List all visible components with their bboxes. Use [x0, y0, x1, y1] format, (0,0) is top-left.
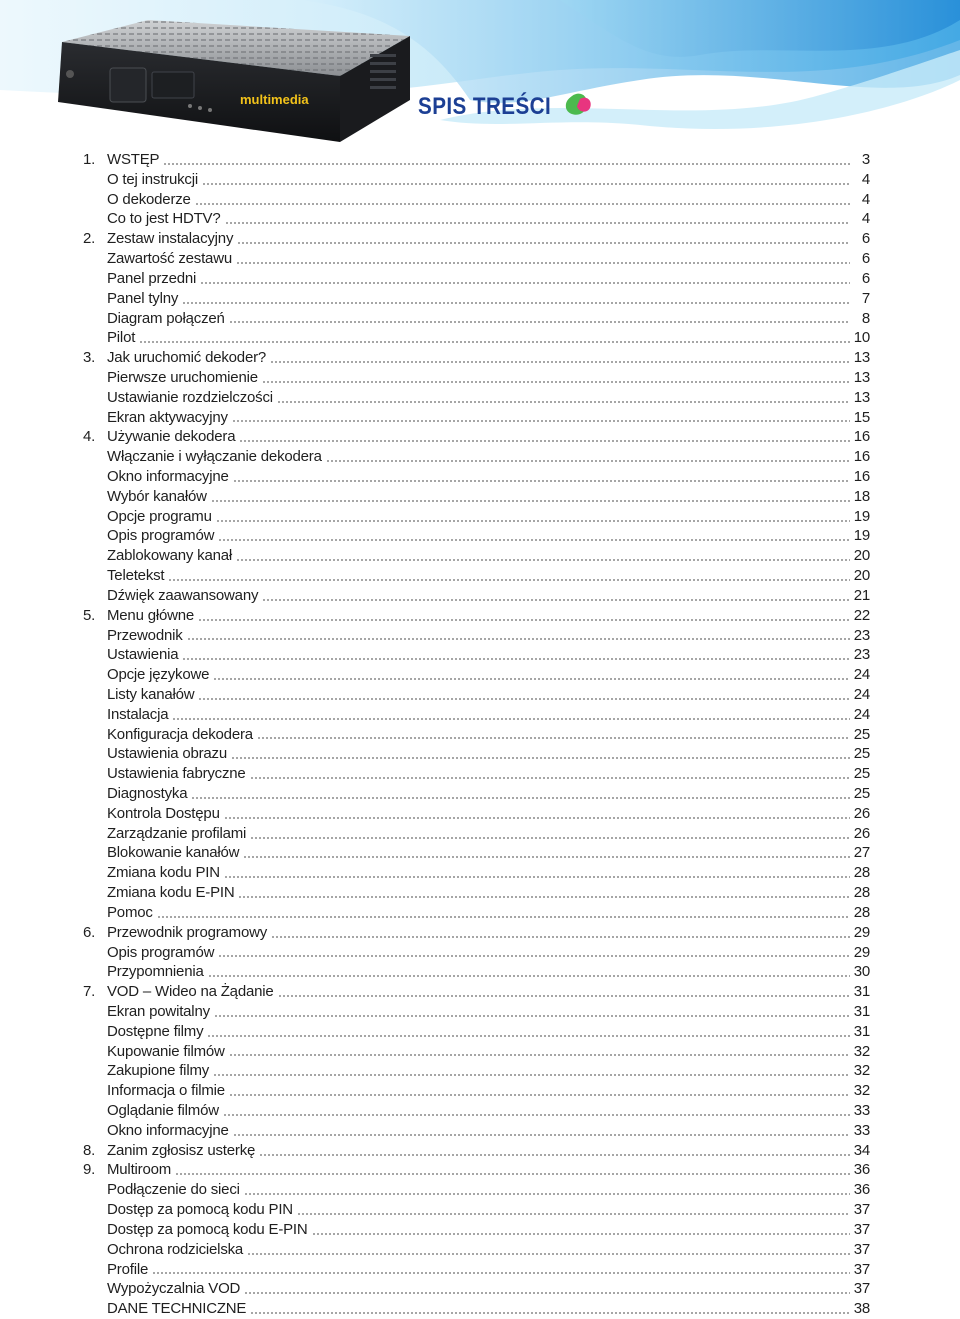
toc-entry-page: 31 [853, 1022, 870, 1040]
toc-entry-page: 25 [853, 785, 870, 802]
toc-entry-page: 13 [853, 388, 870, 406]
toc-entry[interactable] [80, 309, 870, 329]
toc-entry-page: 36 [853, 1161, 870, 1179]
toc-entry-page: 10 [853, 329, 870, 347]
toc-entry-page: 22 [853, 606, 870, 624]
toc-entry[interactable] [80, 269, 870, 289]
toc-entry[interactable] [80, 546, 870, 566]
toc-entry-page: 23 [853, 626, 870, 644]
dot-leader [200, 282, 850, 284]
dot-leader [229, 1094, 850, 1096]
toc-entry-label: O tej instrukcji [107, 170, 198, 188]
toc-entry-page: 16 [853, 428, 870, 446]
toc-entry[interactable] [80, 526, 870, 546]
dot-leader [262, 381, 850, 383]
toc-entry-page: 20 [853, 567, 870, 585]
toc-entry[interactable] [80, 1101, 870, 1121]
dot-leader [238, 896, 849, 898]
toc-entry-label: Zakupione filmy [107, 1062, 210, 1080]
dot-leader [270, 361, 850, 363]
toc-entry-label: Informacja o filmie [107, 1082, 225, 1100]
dot-leader [250, 837, 850, 839]
toc-entry-label: Listy kanałów [107, 685, 195, 703]
dot-leader [224, 817, 850, 819]
toc-entry[interactable] [80, 1200, 870, 1220]
toc-entry[interactable] [80, 1240, 870, 1260]
toc-entry-label: Menu główne [107, 606, 195, 624]
set-top-box-image [40, 14, 420, 150]
toc-entry-page: 36 [853, 1181, 870, 1199]
dot-leader [236, 262, 850, 264]
toc-entry[interactable] [80, 1180, 870, 1200]
toc-entry[interactable] [80, 427, 870, 447]
toc-entry-label: VOD – Wideo na Żądanie [107, 983, 274, 1001]
toc-entry-number: 9. [83, 1161, 96, 1179]
dot-leader [244, 1193, 850, 1195]
dot-leader [191, 797, 849, 799]
toc-entry[interactable] [80, 843, 870, 863]
toc-entry[interactable] [80, 487, 870, 507]
dot-leader [257, 737, 850, 739]
toc-entry-label: Ekran powitalny [107, 1002, 210, 1020]
dot-leader [218, 539, 849, 541]
toc-entry-label: Włączanie i wyłączanie dekodera [107, 448, 322, 466]
toc-entry-page: 25 [853, 725, 870, 743]
toc-entry[interactable] [80, 744, 870, 764]
toc-entry-page: 6 [861, 269, 870, 287]
toc-entry-label: Diagnostyka [107, 785, 188, 802]
toc-entry-label: Wybór kanałów [107, 487, 207, 505]
dot-leader [233, 1134, 850, 1136]
dot-leader [259, 1154, 850, 1156]
toc-entry[interactable] [80, 1121, 870, 1141]
dot-leader [198, 619, 850, 621]
toc-entry-label: Opis programów [107, 943, 215, 961]
dot-leader [278, 995, 850, 997]
toc-entry-label: Wypożyczalnia VOD [107, 1280, 241, 1298]
toc-entry-page: 4 [861, 210, 870, 228]
toc-entry-page: 37 [853, 1201, 870, 1219]
dot-leader [172, 718, 849, 720]
toc-entry-page: 28 [853, 864, 870, 882]
toc-entry-label: Panel tylny [107, 289, 179, 307]
toc-entry-label: Zestaw instalacyjny [107, 230, 234, 248]
toc-entry[interactable] [80, 566, 870, 586]
dot-leader [182, 302, 850, 304]
toc-entry-label: Dostęp za pomocą kodu PIN [107, 1201, 293, 1219]
toc-entry-page: 33 [853, 1102, 870, 1119]
dot-leader [218, 955, 849, 957]
toc-entry-page: 29 [853, 923, 870, 941]
dot-leader [216, 520, 850, 522]
toc-entry[interactable] [80, 348, 870, 368]
toc-entry[interactable] [80, 784, 870, 804]
toc-entry-page: 33 [853, 1121, 870, 1139]
dot-leader [277, 401, 850, 403]
toc-entry-page: 32 [853, 1062, 870, 1080]
toc-entry-label: Przewodnik [107, 626, 183, 644]
toc-entry-label: Przypomnienia [107, 963, 204, 981]
toc-entry-page: 6 [861, 230, 870, 248]
dot-leader [211, 500, 850, 502]
toc-entry[interactable] [80, 1279, 870, 1299]
toc-entry-label: Ustawienia [107, 646, 179, 664]
dot-leader [223, 1114, 850, 1116]
toc-entry-page: 34 [853, 1141, 870, 1159]
toc-entry[interactable] [80, 804, 870, 824]
toc-entry[interactable] [80, 328, 870, 348]
toc-entry-page: 15 [853, 408, 870, 426]
toc-entry-page: 37 [853, 1220, 870, 1238]
toc-entry-number: 7. [83, 983, 96, 1001]
toc-entry-label: Dostępne filmy [107, 1022, 204, 1040]
toc-entry-label: Pilot [107, 329, 136, 347]
toc-entry-label: Zablokowany kanał [107, 547, 233, 565]
dot-leader [224, 876, 850, 878]
toc-entry-page: 26 [853, 824, 870, 842]
toc-entry-label: Oglądanie filmów [107, 1102, 219, 1119]
toc-entry-number: 6. [83, 923, 96, 941]
toc-entry-label: Blokowanie kanałów [107, 844, 240, 862]
dot-leader [198, 698, 849, 700]
toc-entry-page: 24 [853, 705, 870, 723]
toc-entry-number: 3. [83, 349, 96, 367]
toc-entry[interactable] [80, 1002, 870, 1022]
toc-entry-page: 37 [853, 1240, 870, 1258]
toc-entry[interactable] [80, 368, 870, 388]
toc-entry-label: Zanim zgłosisz usterkę [107, 1141, 256, 1159]
toc-entry-number: 2. [83, 230, 96, 248]
toc-entry-label: Okno informacyjne [107, 1121, 229, 1139]
toc-entry-page: 20 [853, 547, 870, 565]
toc-entry-page: 21 [853, 586, 870, 604]
toc-entry-label: Konfiguracja dekodera [107, 725, 253, 743]
toc-entry[interactable] [80, 249, 870, 269]
toc-entry-label: Ekran aktywacyjny [107, 408, 228, 426]
dot-leader [195, 203, 850, 205]
toc-entry[interactable] [80, 685, 870, 705]
toc-entry-page: 18 [853, 487, 870, 505]
toc-entry-label: Co to jest HDTV? [107, 210, 221, 228]
toc-entry-label: Jak uruchomić dekoder? [107, 349, 267, 367]
dot-leader [233, 480, 850, 482]
toc-entry-page: 4 [861, 190, 870, 208]
dot-leader [157, 916, 850, 918]
toc-entry[interactable] [80, 645, 870, 665]
dot-leader [152, 1272, 850, 1274]
toc-entry-page: 24 [853, 685, 870, 703]
dot-leader [236, 559, 850, 561]
toc-entry-page: 25 [853, 765, 870, 783]
toc-entry-label: Podłączenie do sieci [107, 1181, 240, 1199]
dot-leader [297, 1213, 850, 1215]
toc-entry-page: 29 [853, 943, 870, 961]
toc-entry[interactable] [80, 388, 870, 408]
toc-entry-page: 26 [853, 804, 870, 822]
dot-leader [247, 1253, 850, 1255]
toc-entry-label: Opcje językowe [107, 666, 210, 684]
toc-entry[interactable] [80, 1061, 870, 1081]
toc-entry-page: 28 [853, 884, 870, 902]
toc-entry-label: WSTĘP [107, 151, 160, 168]
toc-entry[interactable] [80, 467, 870, 487]
toc-entry-page: 25 [853, 745, 870, 763]
toc-entry[interactable] [80, 665, 870, 685]
toc-entry-number: 8. [83, 1141, 96, 1159]
toc-entry-page: 6 [861, 250, 870, 268]
brand-logo-text: multimedia [240, 92, 309, 107]
toc-entry-label: Ustawianie rozdzielczości [107, 388, 273, 406]
page-title: SPIS TREŚCI [418, 93, 552, 120]
toc-entry-page: 16 [853, 468, 870, 485]
toc-entry-label: Opcje programu [107, 507, 212, 525]
toc-entry-page: 8 [861, 309, 870, 327]
toc-entry-label: Ochrona rodzicielska [107, 1240, 244, 1258]
dot-leader [202, 183, 850, 185]
toc-entry[interactable] [80, 1299, 870, 1319]
toc-entry-page: 13 [853, 349, 870, 367]
dot-leader [239, 440, 849, 442]
toc-entry[interactable] [80, 606, 870, 626]
toc-entry-number: 5. [83, 606, 96, 624]
toc-entry-label: Ustawienia obrazu [107, 745, 227, 763]
toc-entry-label: Kontrola Dostępu [107, 804, 220, 822]
toc-entry-label: Pomoc [107, 903, 153, 921]
dot-leader [237, 242, 850, 244]
toc-entry-label: Zarządzanie profilami [107, 824, 247, 842]
toc-entry[interactable] [80, 982, 870, 1002]
toc-entry-label: Teletekst [107, 567, 165, 585]
toc-entry-page: 3 [861, 151, 870, 168]
toc-entry[interactable] [80, 626, 870, 646]
toc-entry-label: Diagram połączeń [107, 309, 225, 327]
dot-leader [271, 936, 850, 938]
dot-leader [250, 1312, 849, 1314]
dot-leader [232, 420, 850, 422]
toc-entry[interactable] [80, 289, 870, 309]
dot-leader [250, 777, 850, 779]
toc-entry[interactable] [80, 586, 870, 606]
toc-entry[interactable] [80, 705, 870, 725]
toc-entry-page: 16 [853, 448, 870, 466]
toc-entry-label: Dostęp za pomocą kodu E-PIN [107, 1220, 308, 1238]
toc-entry-page: 13 [853, 368, 870, 386]
toc-entry[interactable] [80, 1022, 870, 1042]
toc-entry-page: 37 [853, 1260, 870, 1278]
toc-entry-number: 1. [83, 151, 96, 168]
toc-entry-label: Opis programów [107, 527, 215, 545]
toc-entry[interactable] [80, 1141, 870, 1161]
toc-entry-page: 19 [853, 527, 870, 545]
toc-entry[interactable] [80, 962, 870, 982]
table-of-contents [80, 150, 870, 1319]
toc-entry-label: O dekoderze [107, 190, 191, 208]
toc-entry[interactable] [80, 150, 870, 170]
toc-entry[interactable] [80, 863, 870, 883]
toc-entry-page: 30 [853, 963, 870, 981]
toc-entry[interactable] [80, 209, 870, 229]
toc-entry-page: 28 [853, 903, 870, 921]
toc-entry[interactable] [80, 190, 870, 210]
toc-entry[interactable] [80, 1042, 870, 1062]
toc-entry-page: 27 [853, 844, 870, 862]
toc-entry[interactable] [80, 903, 870, 923]
dot-leader [182, 658, 849, 660]
toc-entry-label: Przewodnik programowy [107, 923, 268, 941]
dot-leader [244, 1292, 850, 1294]
toc-entry[interactable] [80, 1160, 870, 1180]
toc-entry-label: Zmiana kodu PIN [107, 864, 220, 882]
toc-entry[interactable] [80, 883, 870, 903]
toc-entry[interactable] [80, 170, 870, 190]
toc-entry[interactable] [80, 1260, 870, 1280]
toc-entry-label: Instalacja [107, 705, 169, 723]
toc-entry[interactable] [80, 943, 870, 963]
toc-entry[interactable] [80, 725, 870, 745]
dot-leader [163, 163, 850, 165]
toc-entry[interactable] [80, 229, 870, 249]
toc-entry-page: 4 [861, 170, 870, 188]
dot-leader [262, 599, 849, 601]
toc-entry-label: Pierwsze uruchomienie [107, 368, 258, 386]
toc-entry[interactable] [80, 507, 870, 527]
toc-entry[interactable] [80, 824, 870, 844]
toc-entry-label: Multiroom [107, 1161, 172, 1179]
toc-entry-number: 4. [83, 428, 96, 446]
toc-entry-label: Panel przedni [107, 269, 197, 287]
dot-leader [139, 341, 850, 343]
dot-leader [207, 1035, 849, 1037]
dot-leader [208, 975, 850, 977]
toc-entry-label: Dźwięk zaawansowany [107, 586, 259, 604]
dot-leader [168, 579, 849, 581]
toc-entry-page: 31 [853, 983, 870, 1001]
toc-entry-page: 24 [853, 666, 870, 684]
dot-leader [225, 222, 850, 224]
toc-entry-label: Profile [107, 1260, 149, 1278]
dot-leader [312, 1233, 850, 1235]
toc-entry-page: 19 [853, 507, 870, 525]
toc-entry-label: Okno informacyjne [107, 468, 229, 485]
toc-entry-page: 32 [853, 1082, 870, 1100]
toc-entry-page: 23 [853, 646, 870, 664]
toc-entry-page: 31 [853, 1002, 870, 1020]
dot-leader [213, 678, 849, 680]
dot-leader [229, 1054, 850, 1056]
toc-entry-label: Używanie dekodera [107, 428, 236, 446]
toc-entry-page: 32 [853, 1042, 870, 1060]
dot-leader [187, 638, 850, 640]
toc-entry-label: Zawartość zestawu [107, 250, 232, 268]
toc-entry-page: 7 [861, 289, 870, 307]
toc-entry[interactable] [80, 1081, 870, 1101]
dot-leader [175, 1173, 850, 1175]
toc-entry[interactable] [80, 408, 870, 428]
toc-entry-page: 38 [853, 1300, 870, 1318]
toc-entry-label: Zmiana kodu E-PIN [107, 884, 235, 902]
toc-entry[interactable] [80, 447, 870, 467]
dot-leader [231, 757, 850, 759]
toc-entry-page: 37 [853, 1280, 870, 1298]
dot-leader [243, 856, 849, 858]
dot-leader [326, 460, 850, 462]
toc-entry[interactable] [80, 923, 870, 943]
dot-leader [214, 1015, 850, 1017]
toc-entry-label: DANE TECHNICZNE [107, 1300, 247, 1318]
dot-leader [213, 1074, 850, 1076]
dot-leader [229, 321, 850, 323]
toc-entry-label: Ustawienia fabryczne [107, 765, 246, 783]
toc-entry-label: Kupowanie filmów [107, 1042, 225, 1060]
toc-entry[interactable] [80, 1220, 870, 1240]
toc-entry[interactable] [80, 764, 870, 784]
